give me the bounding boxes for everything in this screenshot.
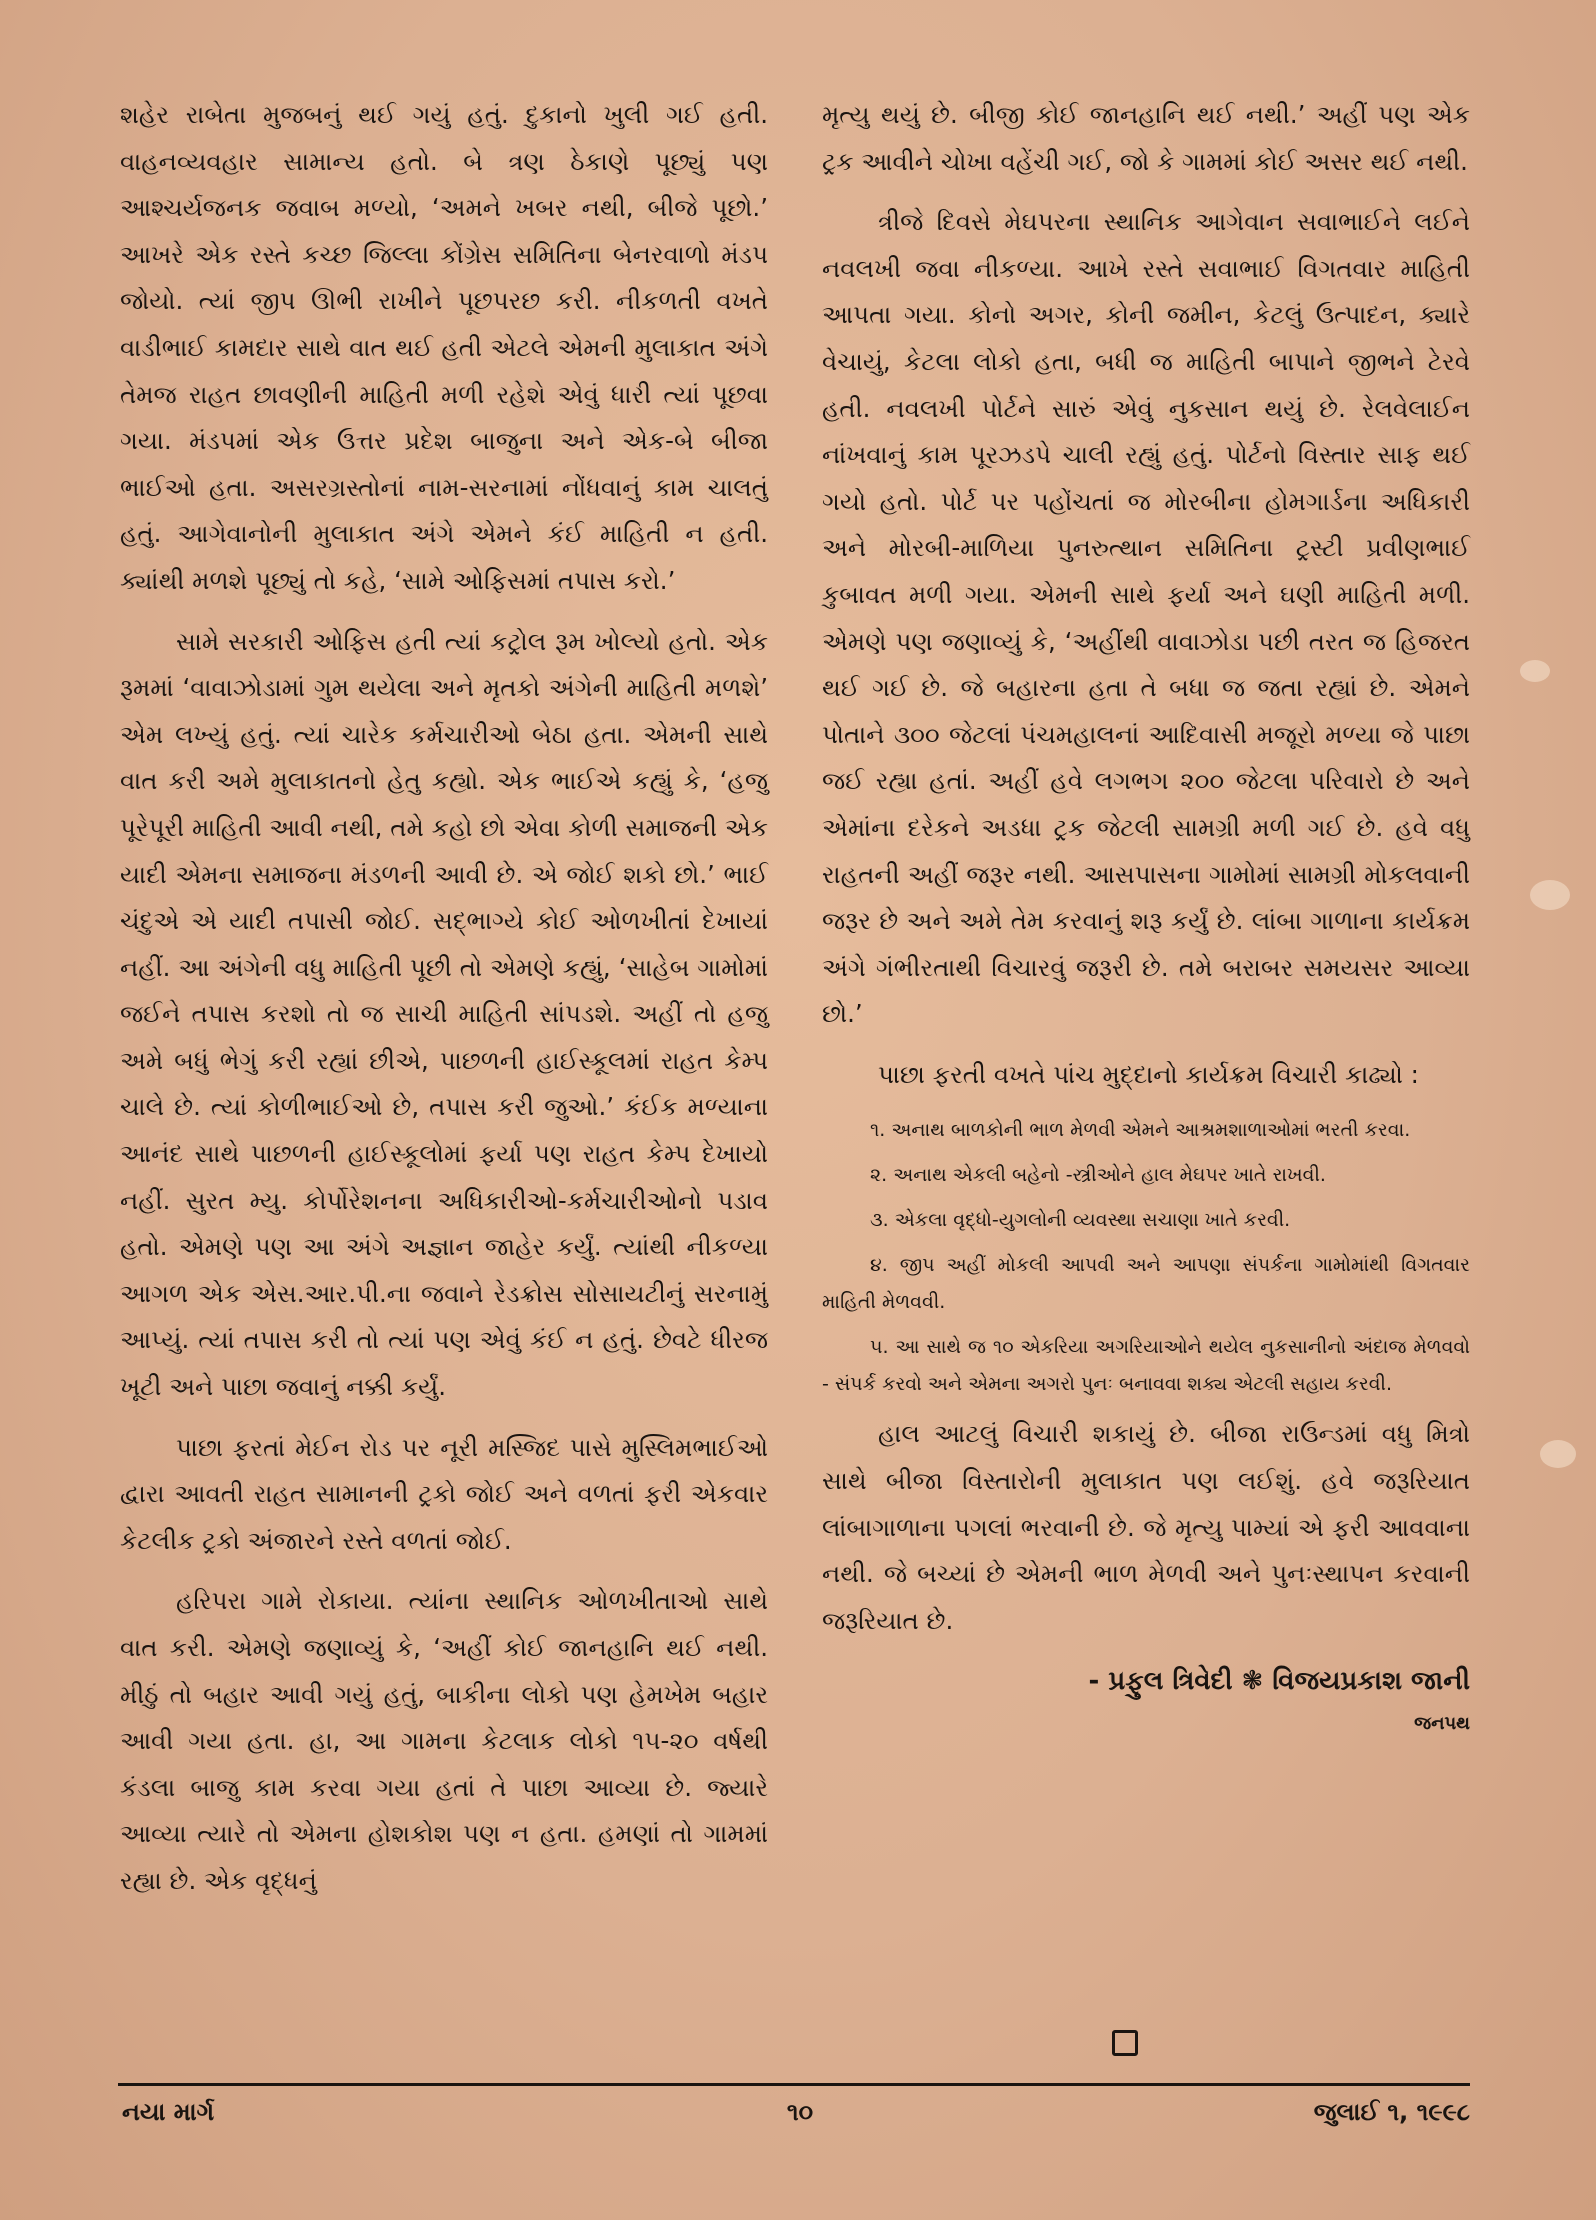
body-paragraph: હરિપરા ગામે રોકાયા. ત્યાંના સ્થાનિક ઓળખીતાઓ સાથે વાત કરી. એમણે જણાવ્યું કે, ‘અહીં કોઈ જાનહાનિ થઈ નથી. મીઠું તો બહાર આવી ગયું હતું, બાકીના લોકો પણ હેમખેમ બહાર આવી ગયા હતા. હા, આ ગામના કેટલાક લોકો ૧૫-૨૦ વર્ષથી કંડલા બાજુ કામ કરવા ગયા હતાં તે પાછા આવ્યા છે. જ્યારે આવ્યા ત્યારે તો એમના હોશકોશ પણ ન હતા. હમણાં તો ગામમાં રહ્યા છે. એક વૃદ્ધનું — [120, 1586, 768, 1895]
body-paragraph: પાછા ફરતાં મેઈન રોડ પર નૂરી મસ્જિદ પાસે મુસ્લિમભાઈઓ દ્વારા આવતી રાહત સામાનની ટ્રકો જોઈ અને વળતાં ફરી એકવાર કેટલીક ટ્રકો અંજારને રસ્તે વળતાં જોઈ. — [120, 1432, 768, 1555]
footer-page-number: ૧૦ — [786, 2098, 814, 2126]
footer-magazine-name: નયા માર્ગ — [122, 2098, 215, 2126]
action-point: ૨. અનાથ એકલી બહેનો -સ્ત્રીઓને હાલ મેઘપર ખાતે રાખવી. — [870, 1164, 1326, 1187]
action-point: ૧. અનાથ બાળકોની ભાળ મેળવી એમને આશ્રમશાળાઓમાં ભરતી કરવા. — [870, 1119, 1411, 1142]
author-signature: - પ્રફુલ ત્રિવેદી ❃ વિજયપ્રકાશ જાની — [1088, 1666, 1470, 1697]
body-paragraph: ત્રીજે દિવસે મેઘપરના સ્થાનિક આગેવાન સવાભાઈને લઈને નવલખી જવા નીકળ્યા. આખે રસ્તે સવાભાઈ વિગતવાર માહિતી આપતા ગયા. કોનો અગર, કોની જમીન, કેટલું ઉત્પાદન, ક્યારે વેચાયું, કેટલા લોકો હતા, બધી જ માહિતી બાપાને જીભને ટેરવે હતી. નવલખી પોર્ટને સારું એવું નુકસાન થયું છે. રેલવેલાઈન નાંખવાનું કામ પૂરઝડપે ચાલી રહ્યું હતું. પોર્ટનો વિસ્તાર સાફ થઈ ગયો હતો. પોર્ટ પર પહોંચતાં જ મોરબીના હોમગાર્ડના અધિકારી અને મોરબી-માળિયા પુનરુત્થાન સમિતિના ટ્રસ્ટી પ્રવીણભાઈ કુબાવત મળી ગયા. એમની સાથે ફર્યા અને ઘણી માહિતી મળી. એમણે પણ જણાવ્યું કે, ‘અહીંથી વાવાઝોડા પછી તરત જ હિજરત થઈ ગઈ છે. જે બહારના હતા તે બધા જ જતા રહ્યાં છે. એમને પોતાને ૩૦૦ જેટલાં પંચમહાલનાં આદિવાસી મજૂરો મળ્યા જે પાછા જઈ રહ્યા હતાં. અહીં હવે લગભગ ૨૦૦ જેટલા પરિવારો છે અને એમાંના દરેકને અડધા ટ્રક જેટલી સામગ્રી મળી ગઈ છે. હવે વધુ રાહતની અહીં જરૂર નથી. આસપાસના ગામોમાં સામગ્રી મોકલવાની જરૂર છે અને અમે તેમ કરવાનું શરૂ કર્યું છે. લાંબા ગાળાના કાર્યક્રમ અંગે ગંભીરતાથી વિચારવું જરૂરી છે. તમે બરાબર સમયસર આવ્યા છો.’ — [822, 207, 1470, 1029]
body-paragraph: મૃત્યુ થયું છે. બીજી કોઈ જાનહાનિ થઈ નથી.’ અહીં પણ એક ટ્રક આવીને ચોખા વહેંચી ગઈ, જો કે ગામમાં કોઈ અસર થઈ નથી. — [822, 100, 1470, 176]
action-points-list — [822, 1112, 1470, 1403]
paper-stain — [1530, 880, 1570, 910]
footer-date: જુલાઈ ૧, ૧૯૯૮ — [1313, 2098, 1470, 2126]
end-of-article-mark — [1112, 2030, 1138, 2056]
footer-divider — [118, 2083, 1470, 2086]
body-paragraph: શહેર રાબેતા મુજબનું થઈ ગયું હતું. દુકાનો ખુલી ગઈ હતી. વાહનવ્યવહાર સામાન્ય હતો. બે ત્રણ ઠેકાણે પૂછ્યું પણ આશ્ચર્યજનક જવાબ મળ્યો, ‘અમને ખબર નથી, બીજે પૂછો.’ આખરે એક રસ્તે કચ્છ જિલ્લા કોંગ્રેસ સમિતિના બેનરવાળો મંડપ જોયો. ત્યાં જીપ ઊભી રાખીને પૂછપરછ કરી. નીકળતી વખતે વાડીભાઈ કામદાર સાથે વાત થઈ હતી એટલે એમની મુલાકાત અંગે તેમજ રાહત છાવણીની માહિતી મળી રહેશે એવું ધારી ત્યાં પૂછવા ગયા. મંડપમાં એક ઉત્તર પ્રદેશ બાજુના અને એક-બે બીજા ભાઈઓ હતા. અસરગ્રસ્તોનાં નામ-સરનામાં નોંધવાનું કામ ચાલતું હતું. આગેવાનોની મુલાકાત અંગે એમને કંઈ માહિતી ન હતી. ક્યાંથી મળશે પૂછ્યું તો કહે, ‘સામે ઓફિસમાં તપાસ કરો.’ — [120, 100, 768, 595]
action-point: ૫. આ સાથે જ ૧૦ એકરિયા અગરિયાઓને થયેલ નુકસાનીનો અંદાજ મેળવવો - સંપર્ક કરવો અને એમના અગરો પુનઃ બનાવવા શક્ય એટલી સહાય કરવી. — [822, 1336, 1470, 1396]
left-column — [120, 92, 768, 1919]
paper-stain — [1520, 660, 1550, 682]
action-point: ૪. જીપ અહીં મોકલી આપવી અને આપણા સંપર્કના ગામોમાંથી વિગતવાર માહિતી મેળવવી. — [822, 1254, 1470, 1314]
right-column — [822, 92, 1470, 1744]
closing-paragraph: હાલ આટલું વિચારી શકાયું છે. બીજા રાઉન્ડમાં વધુ મિત્રો સાથે બીજા વિસ્તારોની મુલાકાત પણ લઈશું. હવે જરૂરિયાત લાંબાગાળાના પગલાં ભરવાની છે. જે મૃત્યુ પામ્યાં એ ફરી આવવાના નથી. જે બચ્યાં છે એમની ભાળ મેળવી અને પુનઃસ્થાપન કરવાની જરૂરિયાત છે. — [822, 1419, 1470, 1635]
source-credit: જનપથ — [1414, 1713, 1470, 1735]
body-paragraph: સામે સરકારી ઓફિસ હતી ત્યાં કટ્રોલ રૂમ ખોલ્યો હતો. એક રૂમમાં ‘વાવાઝોડામાં ગુમ થયેલા અને મૃતકો અંગેની માહિતી મળશે’ એમ લખ્યું હતું. ત્યાં ચારેક કર્મચારીઓ બેઠા હતા. એમની સાથે વાત કરી અમે મુલાકાતનો હેતુ કહ્યો. એક ભાઈએ કહ્યું કે, ‘હજુ પૂરેપૂરી માહિતી આવી નથી, તમે કહો છો એવા કોળી સમાજની એક યાદી એમના સમાજના મંડળની આવી છે. એ જોઈ શકો છો.’ ભાઈ ચંદુએ એ યાદી તપાસી જોઈ. સદ્‌ભાગ્યે કોઈ ઓળખીતાં દેખાયાં નહીં. આ અંગેની વધુ માહિતી પૂછી તો એમણે કહ્યું, ‘સાહેબ ગામોમાં જઈને તપાસ કરશો તો જ સાચી માહિતી સાંપડશે. અહીં તો હજુ અમે બધું ભેગું કરી રહ્યાં છીએ, પાછળની હાઈસ્કૂલમાં રાહત કેમ્પ ચાલે છે. ત્યાં કોળીભાઈઓ છે, તપાસ કરી જુઓ.’ કંઈક મળ્યાના આનંદ સાથે પાછળની હાઈસ્કૂલોમાં ફર્યા પણ રાહત કેમ્પ દેખાયો નહીં. સુરત મ્યુ. કોર્પોરેશનના અધિકારીઓ-કર્મચારીઓનો પડાવ હતો. એમણે પણ આ અંગે અજ્ઞાન જાહેર કર્યું. ત્યાંથી નીકળ્યા આગળ એક એસ.આર.પી.ના જવાને રેડક્રોસ સોસાયટીનું સરનામું આપ્યું. ત્યાં તપાસ કરી તો ત્યાં પણ એવું કંઈ ન હતું. છેવટે ધીરજ ખૂટી અને પાછા જવાનું નક્કી કર્યું. — [120, 626, 768, 1402]
body-paragraph: પાછા ફરતી વખતે પાંચ મુદ્દાનો કાર્યક્રમ વિચારી કાઢ્યો : — [878, 1059, 1419, 1089]
paper-stain — [1540, 1440, 1576, 1468]
action-point: ૩. એકલા વૃદ્ધો-યુગલોની વ્યવસ્થા સચાણા ખાતે કરવી. — [870, 1209, 1291, 1232]
